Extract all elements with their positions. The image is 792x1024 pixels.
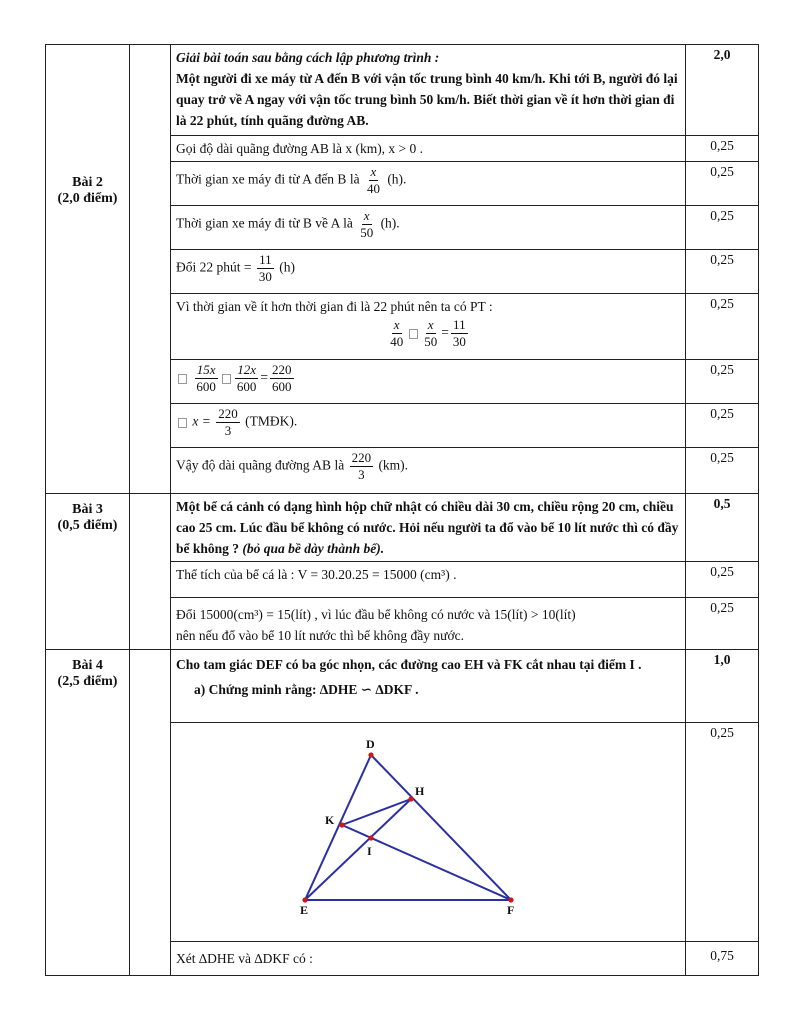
bai3-step2-line2: nên nếu đổ vào bể 10 lít nước thì bể không đầy nước. bbox=[176, 628, 464, 643]
bai3-label: Bài 3 bbox=[72, 502, 103, 517]
frac-num: 220 bbox=[272, 362, 292, 377]
bai2-step3-text: Thời gian xe máy đi từ B về A là bbox=[176, 215, 353, 231]
frac-den: 3 bbox=[224, 423, 232, 438]
bai3-label-cell bbox=[46, 494, 130, 650]
bai2-step8 bbox=[171, 448, 686, 494]
bai2-step5-text: Vì thời gian về ít hơn thời gian đi là 22 phút nên ta có PT : bbox=[176, 299, 493, 314]
bai3-task bbox=[171, 494, 686, 562]
point-K bbox=[339, 822, 344, 827]
bai4-last-score: 0,75 bbox=[686, 942, 759, 976]
bai2-step2 bbox=[171, 162, 686, 206]
segment-DE bbox=[305, 755, 371, 900]
bai2-task-title: Giải bài toán sau bằng cách lập phương trình : bbox=[176, 50, 440, 65]
bai2-total: 2,0 bbox=[686, 45, 759, 136]
bai2-step4-fraction bbox=[257, 252, 274, 285]
bai2-step4-text: Đổi 22 phút = bbox=[176, 259, 252, 275]
point-I bbox=[368, 835, 373, 840]
frac-num: 15x bbox=[196, 362, 216, 377]
frac-den: 600 bbox=[236, 379, 257, 394]
bai2-score2: 0,25 bbox=[686, 162, 759, 206]
point-D bbox=[368, 752, 373, 757]
frac-den: 50 bbox=[424, 334, 438, 349]
bai2-score3: 0,25 bbox=[686, 206, 759, 250]
bai4-figure-cell bbox=[171, 723, 686, 942]
triangle-figure bbox=[171, 723, 675, 935]
point-F bbox=[508, 897, 513, 902]
bai2-step5 bbox=[171, 294, 686, 360]
bai3-score1: 0,25 bbox=[686, 562, 759, 598]
bai4-empty-col bbox=[130, 650, 171, 976]
point-E bbox=[302, 897, 307, 902]
bai2-empty-col bbox=[130, 45, 171, 494]
bai2-step7-var: x = bbox=[192, 413, 211, 429]
bai2-step2-text: Thời gian xe máy đi từ A đến B là bbox=[176, 171, 360, 187]
bai2-step5-equation bbox=[176, 317, 680, 350]
segment-DF bbox=[371, 755, 511, 900]
frac-den: 3 bbox=[358, 467, 365, 482]
point-label-I: I bbox=[367, 844, 372, 858]
bai2-label: Bài 2 bbox=[72, 175, 103, 190]
point-label-E: E bbox=[300, 903, 309, 917]
bai4-last-step: Xét ∆DHE và ∆DKF có : bbox=[171, 942, 686, 976]
point-label-K: K bbox=[325, 813, 335, 827]
bai2-score7: 0,25 bbox=[686, 404, 759, 448]
frac-den: 600 bbox=[272, 379, 292, 394]
frac-num: x bbox=[393, 317, 400, 332]
bai2-step6 bbox=[171, 360, 686, 404]
frac-den: 40 bbox=[366, 181, 380, 196]
equals-sign: = bbox=[260, 369, 268, 385]
bai3-step1: Thể tích của bể cá là : V = 30.20.25 = 15000 (cm³) . bbox=[171, 562, 686, 598]
bai3-step2-line1: Đổi 15000(cm³) = 15(lít) , vì lúc đầu bể không có nước và 15(lít) > 10(lít) bbox=[176, 607, 576, 622]
bai3-score2: 0,25 bbox=[686, 598, 759, 650]
bai4-figure-score: 0,25 bbox=[686, 723, 759, 942]
frac-num: x bbox=[427, 317, 434, 332]
implies-glyph-box bbox=[178, 418, 187, 428]
bai2-step7-note: (TMĐK). bbox=[245, 413, 298, 429]
bai4-points: (2,5 điểm) bbox=[57, 674, 118, 689]
bai2-step7 bbox=[171, 404, 686, 448]
frac-num: 12x bbox=[237, 362, 257, 377]
bai2-step3 bbox=[171, 206, 686, 250]
frac-num: 220 bbox=[351, 450, 372, 465]
bai2-step4 bbox=[171, 250, 686, 294]
bai3-task-note: (bỏ qua bề dày thành bể). bbox=[242, 541, 385, 556]
bai2-score4: 0,25 bbox=[686, 250, 759, 294]
bai2-step8-text: Vậy độ dài quãng đường AB là bbox=[176, 457, 345, 473]
frac-num: 11 bbox=[453, 317, 466, 332]
frac-den: 30 bbox=[258, 269, 272, 284]
bai2-step3-unit: (h). bbox=[380, 215, 400, 231]
bai2-step2-fraction bbox=[365, 164, 382, 197]
frac-den: 30 bbox=[452, 334, 466, 349]
bai3-points: (0,5 điểm) bbox=[57, 518, 118, 533]
bai2-step8-unit: (km). bbox=[378, 457, 409, 473]
grading-table bbox=[45, 44, 759, 976]
frac-num: 220 bbox=[218, 406, 238, 421]
point-label-F: F bbox=[507, 903, 515, 917]
point-H bbox=[408, 796, 413, 801]
frac-den: 50 bbox=[360, 225, 374, 240]
bai2-task-body: Một người đi xe máy từ A đến B với vận tốc trung bình 40 km/h. Khi tới B, người đó lại quay trở về A ngay với vận tốc trung bình 50 km/h. Biết thời gian về ít hơn thời gian đi là 22 phút, tính quãng đường AB. bbox=[176, 71, 678, 128]
bai2-step2-unit: (h). bbox=[387, 171, 407, 187]
bai2-step4-unit: (h) bbox=[279, 259, 295, 275]
segment-KH bbox=[342, 799, 411, 825]
bai2-score1: 0,25 bbox=[686, 136, 759, 162]
bai2-score8: 0,25 bbox=[686, 448, 759, 494]
implies-glyph-box bbox=[178, 374, 187, 384]
bai4-total: 1,0 bbox=[686, 650, 759, 723]
frac-num: 11 bbox=[259, 252, 272, 267]
bai2-score6: 0,25 bbox=[686, 360, 759, 404]
point-label-D: D bbox=[366, 737, 375, 751]
bai2-step3-fraction bbox=[358, 208, 375, 241]
frac-num: x bbox=[370, 164, 377, 179]
bai3-total: 0,5 bbox=[686, 494, 759, 562]
bai2-points: (2,0 điểm) bbox=[57, 191, 118, 206]
bai4-task bbox=[171, 650, 686, 723]
segment-FK bbox=[342, 825, 511, 900]
bai4-label-cell bbox=[46, 650, 130, 976]
bai4-part-a: a) Chứng minh rằng: ∆DHE ∽ ∆DKF . bbox=[194, 682, 419, 697]
frac-den: 40 bbox=[390, 334, 404, 349]
minus-glyph-box bbox=[409, 329, 418, 339]
bai3-empty-col bbox=[130, 494, 171, 650]
bai3-step2 bbox=[171, 598, 686, 650]
frac-den: 600 bbox=[196, 379, 216, 394]
bai2-label-cell bbox=[46, 45, 130, 494]
minus-glyph-box bbox=[222, 374, 231, 384]
equals-sign: = bbox=[441, 324, 449, 340]
bai4-label: Bài 4 bbox=[72, 658, 103, 673]
bai4-task-body: Cho tam giác DEF có ba góc nhọn, các đường cao EH và FK cắt nhau tại điểm I . bbox=[176, 657, 642, 672]
bai2-step1: Gọi độ dài quãng đường AB là x (km), x > 0 . bbox=[171, 136, 686, 162]
point-label-H: H bbox=[415, 784, 425, 798]
bai3-task-body: Một bể cá cảnh có dạng hình hộp chữ nhật có chiều dài 30 cm, chiều rộng 20 cm, chiều cao 25 cm. Lúc đầu bể không có nước. Hỏi nếu người ta đổ vào bể 10 lít nước thì có đầy bể không ? bbox=[176, 499, 679, 556]
bai2-score5: 0,25 bbox=[686, 294, 759, 360]
bai2-task bbox=[171, 45, 686, 136]
frac-num: x bbox=[363, 208, 370, 223]
